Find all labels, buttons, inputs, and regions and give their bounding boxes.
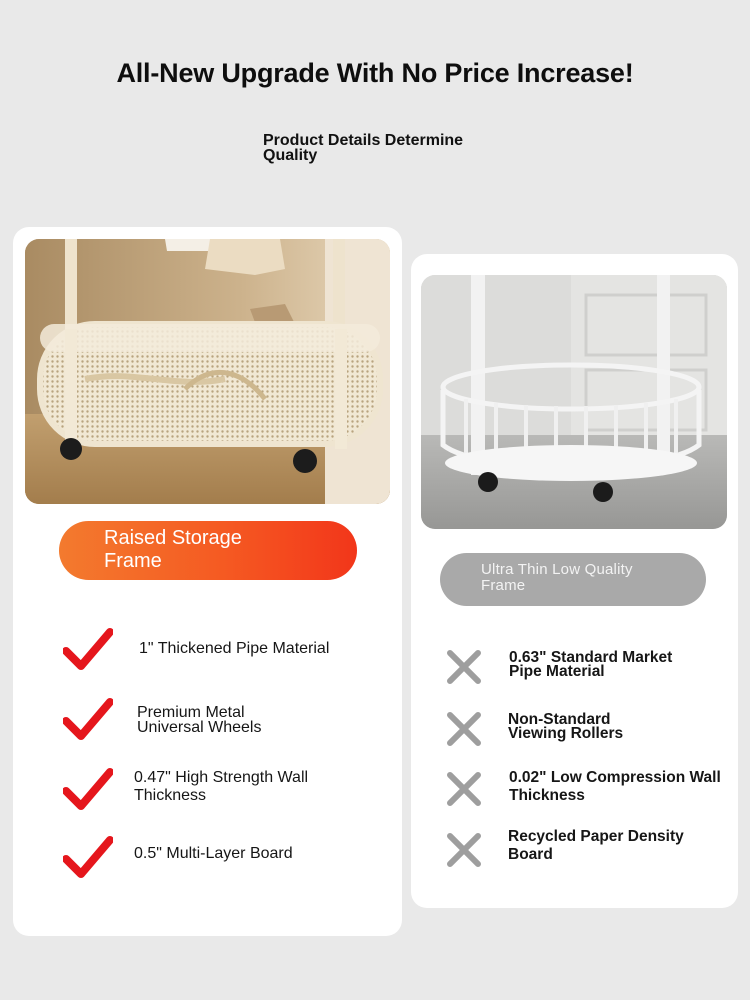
cross-icon bbox=[446, 771, 482, 807]
feature-text: 0.47" High Strength Wall Thickness bbox=[134, 769, 309, 804]
check-icon bbox=[63, 627, 113, 671]
cross-icon bbox=[446, 649, 482, 685]
premium-product-card bbox=[13, 227, 402, 936]
headline: All-New Upgrade With No Price Increase! bbox=[116, 58, 634, 88]
low-quality-frame-badge bbox=[440, 553, 706, 606]
feature-row bbox=[63, 835, 363, 881]
feature-row bbox=[446, 771, 731, 811]
feature-text: 1" Thickened Pipe Material bbox=[139, 640, 330, 657]
feature-text: Recycled Paper Density Board bbox=[508, 828, 684, 863]
feature-text: Premium Metal Universal Wheels bbox=[137, 704, 262, 736]
feature-row bbox=[446, 828, 731, 872]
feature-text: Non-Standard Viewing Rollers bbox=[508, 711, 624, 742]
feature-row bbox=[446, 649, 731, 689]
feature-row bbox=[63, 627, 363, 673]
feature-row bbox=[446, 711, 731, 751]
check-icon bbox=[63, 767, 113, 811]
feature-text: 0.63" Standard Market Pipe Material bbox=[509, 649, 673, 680]
mesh-basket-illustration bbox=[25, 239, 390, 504]
cross-icon bbox=[446, 711, 482, 747]
badge-label: Raised Storage Frame bbox=[104, 527, 242, 572]
raised-storage-frame-badge bbox=[59, 521, 357, 580]
feature-text: 0.5" Multi-Layer Board bbox=[134, 845, 293, 862]
subheadline: Product Details Determine Quality bbox=[263, 132, 464, 164]
low-quality-basket-photo bbox=[421, 275, 727, 529]
feature-row bbox=[63, 767, 363, 813]
feature-text: 0.02" Low Compression Wall Thickness bbox=[509, 769, 721, 804]
badge-label: Ultra Thin Low Quality Frame bbox=[481, 561, 633, 594]
cross-icon bbox=[446, 832, 482, 868]
feature-row bbox=[63, 697, 363, 743]
wire-basket-illustration bbox=[421, 275, 727, 529]
check-icon bbox=[63, 697, 113, 741]
check-icon bbox=[63, 835, 113, 879]
premium-basket-photo bbox=[25, 239, 390, 504]
low-quality-product-card bbox=[411, 254, 738, 908]
